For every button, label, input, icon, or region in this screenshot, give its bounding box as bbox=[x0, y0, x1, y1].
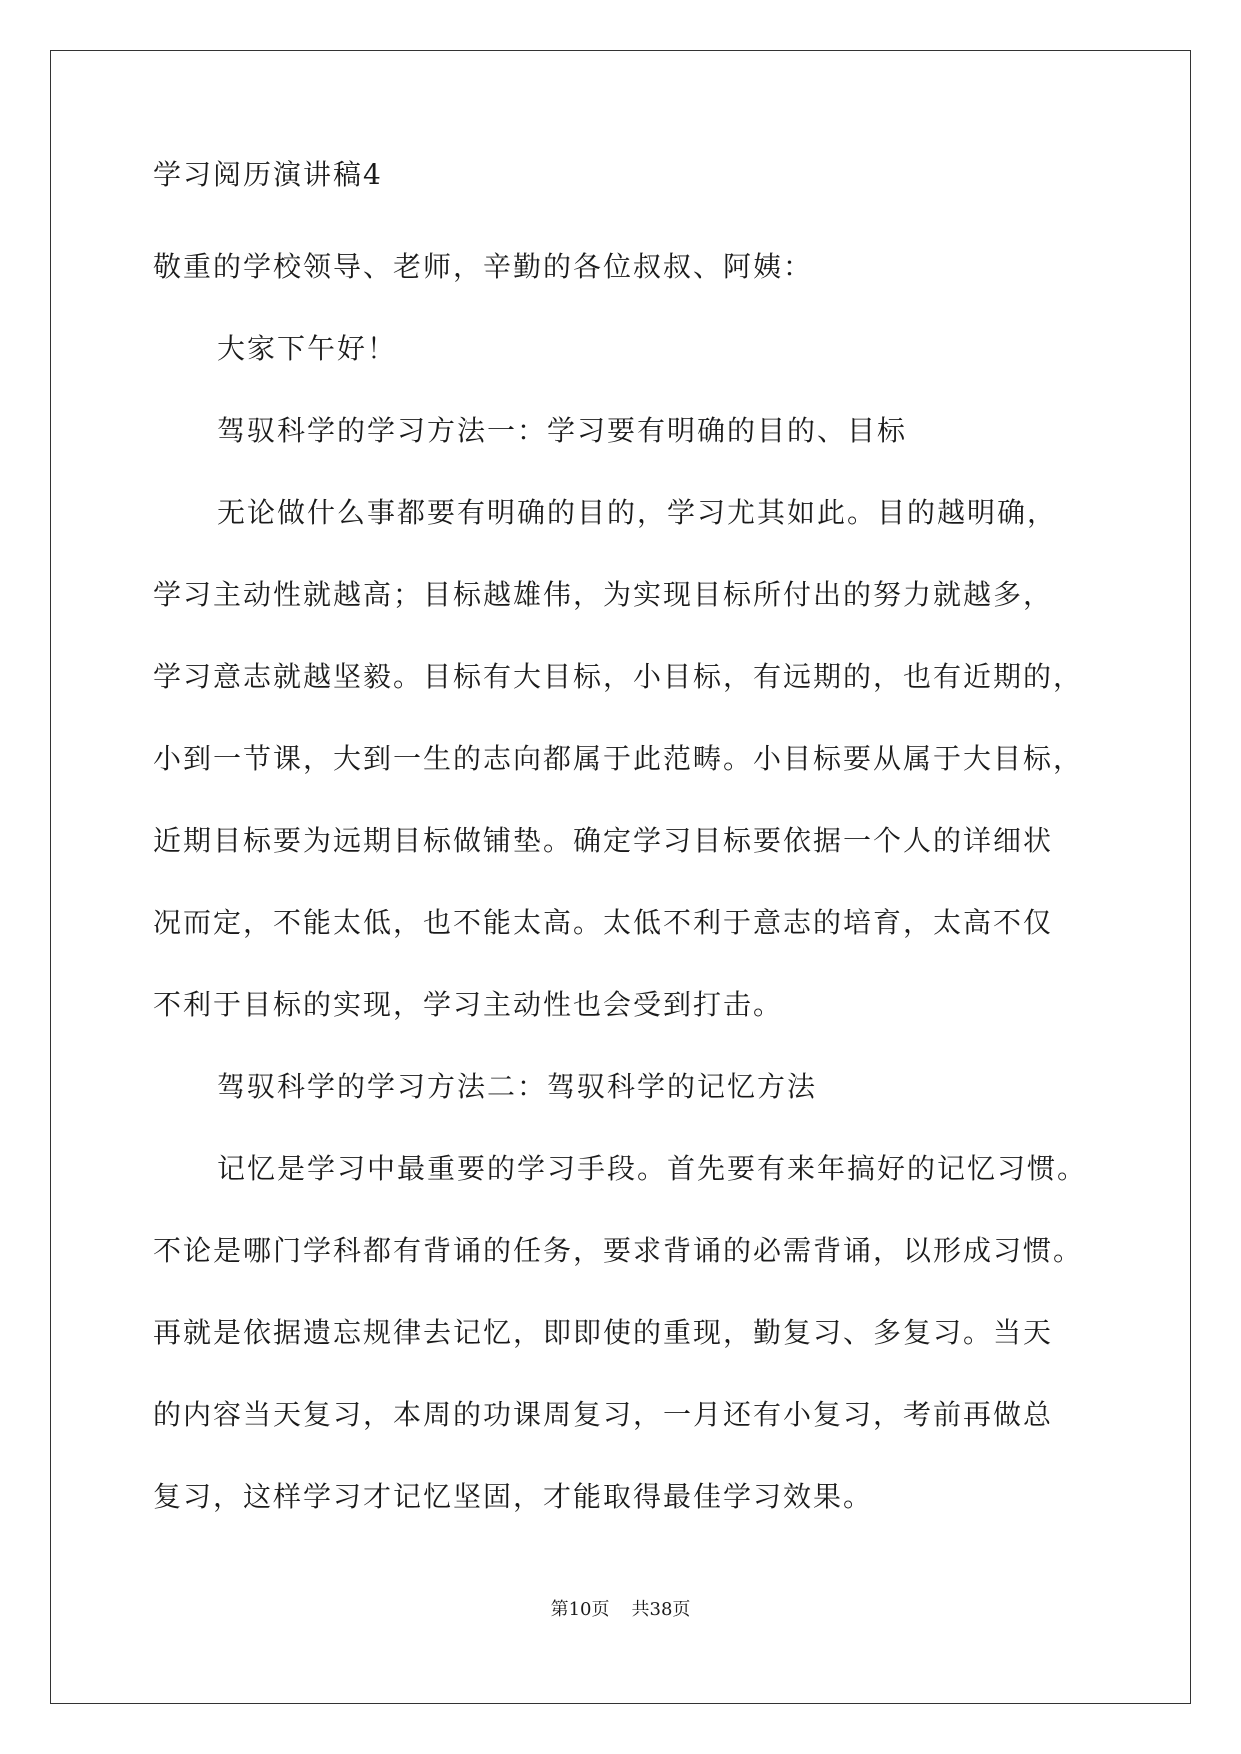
page-total: 共38页 bbox=[631, 1599, 691, 1620]
paragraph-line: 况而定，不能太低，也不能太高。太低不利于意志的培育，太高不仅 bbox=[153, 906, 1054, 939]
page-number: 第10页 bbox=[550, 1599, 610, 1620]
paragraph-line: 学习意志就越坚毅。目标有大目标，小目标，有远期的，也有近期的， bbox=[153, 660, 1084, 693]
paragraph-line: 复习，这样学习才记忆坚固，才能取得最佳学习效果。 bbox=[153, 1480, 874, 1513]
paragraph-line: 不论是哪门学科都有背诵的任务，要求背诵的必需背诵，以形成习惯。 bbox=[153, 1234, 1084, 1267]
document-body bbox=[153, 158, 1113, 1538]
section-heading: 驾驭科学的学习方法二：驾驭科学的记忆方法 bbox=[217, 1070, 818, 1103]
paragraph-line: 无论做什么事都要有明确的目的，学习尤其如此。目的越明确， bbox=[217, 496, 1058, 529]
page-footer bbox=[0, 1598, 1241, 1622]
paragraph-line: 记忆是学习中最重要的学习手段。首先要有来年搞好的记忆习惯。 bbox=[217, 1152, 1088, 1185]
salutation: 敬重的学校领导、老师，辛勤的各位叔叔、阿姨： bbox=[153, 250, 814, 283]
paragraph-line: 学习主动性就越高；目标越雄伟，为实现目标所付出的努力就越多， bbox=[153, 578, 1054, 611]
paragraph-line: 的内容当天复习，本周的功课周复习，一月还有小复习，考前再做总 bbox=[153, 1398, 1054, 1431]
greeting: 大家下午好！ bbox=[217, 332, 398, 365]
document-title: 学习阅历演讲稿4 bbox=[153, 158, 383, 191]
section-heading: 驾驭科学的学习方法一：学习要有明确的目的、目标 bbox=[217, 414, 908, 447]
paragraph-line: 再就是依据遗忘规律去记忆，即即使的重现，勤复习、多复习。当天 bbox=[153, 1316, 1054, 1349]
paragraph-line: 小到一节课，大到一生的志向都属于此范畴。小目标要从属于大目标， bbox=[153, 742, 1084, 775]
paragraph-line: 不利于目标的实现，学习主动性也会受到打击。 bbox=[153, 988, 784, 1021]
paragraph-line: 近期目标要为远期目标做铺垫。确定学习目标要依据一个人的详细状 bbox=[153, 824, 1054, 857]
